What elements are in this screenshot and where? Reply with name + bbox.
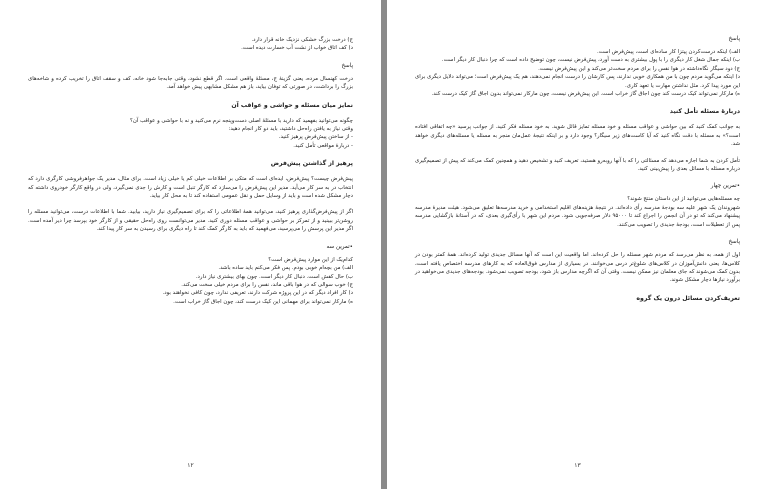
text-line: چه مسئله‌هایی می‌توانید از این داستان منتج شوند؟ — [627, 196, 740, 203]
paragraph: پیش‌فرض چیست؟ پیش‌فرض، ایده‌ای است که متکی بر اطلاعات خیلی کم یا خیلی زیاد است. برای مثال، مدیر یک جواهرفروشی کارگری دارد که انتخاب در به سر کار می‌آید. مدیر این پیش‌فرض را می‌سازد که کارگر تنبل است و کارش را جدی نمی‌گیرد، ولی در واقع کارگر خودروی داشته که دچار مشکل شده است و باید از وسایل حمل و نقل عمومی استفاده کند تا به محل کار بیاید. — [28, 176, 353, 200]
paragraph: درخت کهنسال مرده، یعنی گزینهٔ ج، مسئلهٔ واقعی است. اگر قطع نشود، وقتی جابه‌جا شود خانه، کف و سقف اتاق را تخریب کرده و شاخه‌های بزرگ را برداشت، در صورتی که توفان بیاید، باز هم مشکل مشابهی پیش خواهد آمد. — [28, 75, 353, 91]
text-line: ب) اینکه جمال شغل کار دیگری را با پول بیشتری به دست آورد، پیش‌فرض نیست، چون توضیح داده است که چرا دنبال کار دیگر است. — [441, 57, 740, 64]
right-page — [387, 0, 768, 489]
paragraph: شهروندان یک شهر علیه سه بودجهٔ مدرسه رأی داده‌اند. در نتیجهٔ هزینه‌های اقلیم استخدامی و خرید مدرسه‌ها تعلیق می‌شود. هیئت مدیرهٔ مدرسه پیشنهاد می‌کند که تو در آن انجمن را اجراع کند تا ۹۵۰۰۰ دلار صرفه‌جویی شود. مردم این شهر با رأی‌گیری بعدی، که در آستانهٔ بازگشایی مدرسه پس از تعطیلات است، بودجهٔ جدیدی را تصویب می‌کنند. — [415, 204, 740, 228]
answer-label: پاسخ — [728, 36, 740, 42]
text-line: الف) اینکه درست‌کردن پیتزا کار ساده‌ای است، پیش‌فرض است. — [596, 49, 740, 55]
text-line: ج) دود سیگار نگاه‌داشته در هوا نفس را برای مردم سخت‌تر می‌کند و این پیش‌فرض نیست. — [538, 65, 740, 72]
section-heading: دربارهٔ مسئله تأمل کنید — [669, 108, 740, 116]
page-number: ۱۲ — [187, 462, 194, 469]
paragraph: اول از همه، به نظر می‌رسد که مردم شهر مسئله را حل کرده‌اند. اما واقعیت این است که آنها مسائل جدیدی تولید کرده‌اند. همهٔ کمتر بودن در کلاس‌ها، یعنی دانش‌آموزان در کلاس‌های شلوغ‌تر درس می‌خوانند. در بسیاری از مدارس فوق‌العاده که به کارهای مدرسه اختصاص یافته است، بدون کمک می‌شوند که جای معلمان نیز ممکن نیست. وقتی آن که اگرچه مدارس باز شود، بودجه تصویب نمی‌شود. بودجه‌های جدیدی می‌خواهید در برآورد نیازها دچار مشکل شوند. — [415, 252, 740, 284]
paragraph: تأمل کردن به شما اجازه می‌دهد که مسئالتی را که با آنها روبه‌رو هستید، تعریف کنید و تشخیص دهید و همچنین کمک می‌کند که پیش از تصمیم‌گیری درباره مسئله با مسائل بعدی را پیش‌بینی کنید. — [415, 157, 740, 173]
text-line: ج) خوب سوالی که در هوا باقی ماند، نفس را برای مردم خیلی سخت می‌کند. — [181, 281, 353, 288]
text-line: - از ساختن پیش‌فرض پرهیز کنید. — [278, 134, 353, 141]
answer-label: پاسخ — [341, 62, 353, 69]
text-line: ه) مارکار نمی‌تواند برای مهمانی این کیک درست کند، چون اجاق گاز خراب است. — [173, 298, 353, 305]
text-line: ب) حال کفش است. دنبال کار دیگر است. چون بهای بیشتری نیاز دارد. — [195, 273, 353, 280]
section-heading: نمایز میان مسئله و حواشی و عواقب آن — [231, 101, 353, 109]
text-line: د) کف اتاق خواب از نشت آب خسارت دیده است. — [241, 45, 353, 52]
left-page — [0, 0, 381, 489]
paragraph: به جوانب کمک کنید که بین حواشی و عواقب مسئله و خود مسئله تمایز قائل شوید. به خود مسئله فکر کنید. از جوانب پرسید «چه اتفاقی افتاده است؟» به مسئله با دقت نگاه کنید که آیا کاست‌های زیر سیگار؟ وجود دارد و بر اینکه نتیجهٔ عمل‌مان منجر به مسئله یا مسئله‌های دیگری خواهد شد. — [415, 124, 740, 148]
text-line: د) اینکه می‌گوید مردم چون با من همکاری خوبی ندارند، پس کارشان را درست انجام نمی‌دهند، هم یک پیش‌فرض است؛ می‌تواند دلایل دیگری برای این مورد پیدا کرد. مثل نداشتن مهارت یا تعهد کاری. — [415, 74, 740, 89]
section-heading: تعریف‌کردن مسائل درون یک گروه — [636, 294, 740, 302]
answer-label: پاسخ — [728, 239, 740, 246]
text-line: الف) من بچه‌ام خوبی بودم. پس فکر می‌کنم باید ساده باشد. — [218, 265, 353, 272]
text-line: چگونه می‌توانید بفهمید که دارید با مسئلهٔ اصلی دست‌وپنجه نرم می‌کنید و نه با حواشی و عواقب آن؟ — [129, 117, 353, 124]
exercise-label: •تمرین سه — [326, 243, 353, 250]
text-line: ج) درخت بزرگ خشکی نزدیک خانه قرار دارد. — [251, 37, 353, 43]
text-line: وقتی نیاز به یافتن راه‌حل داشتید، باید دو کار انجام دهید: — [228, 126, 353, 133]
exercise-label: •تمرین چهار — [710, 183, 740, 190]
text-line: ه) مارکار نمی‌تواند کیک درست کند چون اجاق گاز خراب است. این پیش‌فرض نیست، چون مارکار نمی‌تواند بدون اجاق گاز کیک درست کند. — [431, 91, 740, 98]
section-heading: پرهیز از گذاشتن پیش‌فرض — [270, 160, 353, 168]
text-line: د) کار افراد دیگر که در این پروژه شرکت دارند، تعریفی ندارد، چون کافی نخواهند بود. — [162, 290, 353, 297]
text-line: کدام‌یک از این موارد پیش‌فرض است؟ — [268, 256, 353, 263]
text-line: - دربارهٔ مواقعی تأمل کنید. — [293, 142, 353, 149]
paragraph: اگر از پیش‌فرض‌گذاری پرهیز کنید، می‌توانید همهٔ اطلاعاتی را که برای تصمیم‌گیری نیاز دارید، بیابید. شما با اطلاعات درست، می‌توانید مسئله را روشن‌تر ببینید و از تمرکز بر حواشی و عواقب مسئله دوری کنید. مدیر می‌توانست روی راه‌حل حقیقی و از کارگر خود بپرسد چرا دیر آمده است. اگر مدیر این پرسش را می‌پرسید، می‌فهمید که باید به کارگر کمک کند تا راه دیگری برای رسیدن به سر کار پیدا کند. — [28, 209, 353, 233]
page-number: ۱۳ — [574, 462, 581, 469]
